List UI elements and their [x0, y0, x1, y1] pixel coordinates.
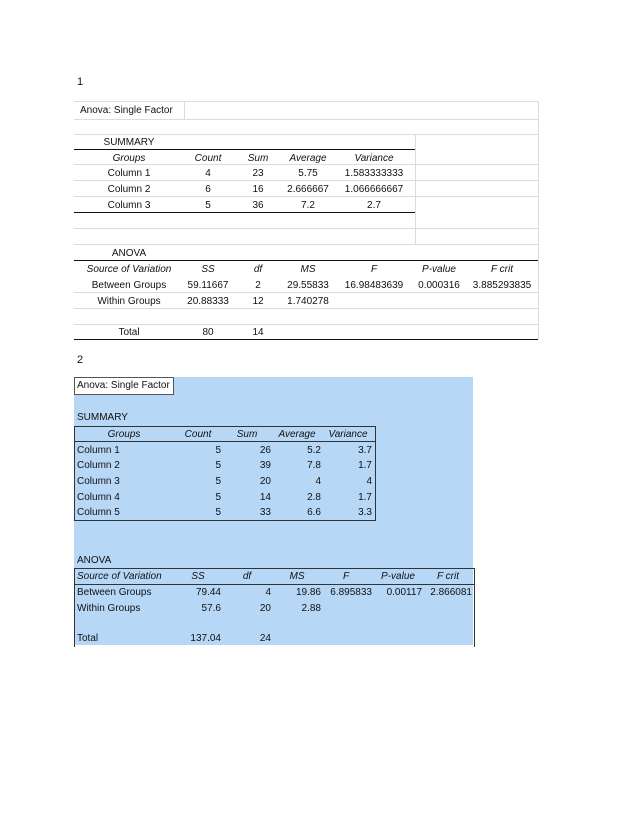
table-cell: 24 — [259, 633, 271, 644]
table-cell: 5 — [215, 476, 221, 487]
table-cell: Column 3 — [107, 200, 151, 211]
table-cell: 57.6 — [201, 603, 221, 614]
table-cell: 5 — [205, 200, 211, 211]
table-cell: 12 — [252, 296, 264, 307]
summary-header-groups: Groups — [107, 429, 141, 440]
table-cell: 1.066666667 — [344, 184, 404, 195]
table-cell: Between Groups — [91, 280, 167, 291]
table-cell: 6.895833 — [330, 587, 372, 598]
gridline — [74, 180, 538, 181]
anova-header-source: Source of Variation — [77, 571, 162, 582]
gridline — [74, 196, 538, 197]
summary-header-count: Count — [184, 429, 212, 440]
table-cell: 2.666667 — [287, 184, 329, 195]
anova-header-p-value: P-value — [381, 571, 415, 582]
table-cell: 26 — [259, 445, 271, 456]
anova-header-ms: MS — [300, 264, 316, 275]
table-cell: 6 — [205, 184, 211, 195]
summary-header-variance: Variance — [328, 429, 368, 440]
gridline — [74, 119, 538, 120]
summary-header-border — [74, 441, 375, 442]
summary-top-border — [74, 149, 415, 150]
gridline — [74, 134, 538, 135]
table-cell: 2.866081 — [430, 587, 472, 598]
table-cell: 16.98483639 — [344, 280, 404, 291]
table-cell: Column 4 — [77, 492, 120, 503]
table-cell: 33 — [259, 507, 271, 518]
anova-label: ANOVA — [77, 555, 112, 566]
table-cell: 1.7 — [358, 492, 372, 503]
section-number: 1 — [77, 76, 84, 88]
anova-header-df: df — [242, 571, 252, 582]
gridline — [74, 101, 538, 102]
summary-header-count: Count — [194, 153, 222, 164]
table-cell: 1.7 — [358, 460, 372, 471]
table-cell: 20 — [259, 603, 271, 614]
table-cell: 2 — [255, 280, 261, 291]
table-cell: 5.2 — [307, 445, 321, 456]
anova-header-p-value: P-value — [422, 264, 456, 275]
table-cell: 36 — [252, 200, 264, 211]
total-label: Total — [77, 633, 99, 644]
table-cell: Within Groups — [97, 296, 161, 307]
table-cell: 14 — [252, 327, 264, 338]
anova-label: ANOVA — [111, 248, 147, 259]
summary-header-groups: Groups — [112, 153, 146, 164]
table-title: Anova: Single Factor — [77, 380, 170, 391]
table-cell: 0.000316 — [418, 280, 460, 291]
table-cell: 1.740278 — [287, 296, 329, 307]
anova-bottom-border — [74, 339, 538, 340]
gridline — [184, 101, 185, 119]
table-cell: Column 1 — [77, 445, 120, 456]
summary-label: SUMMARY — [77, 412, 128, 423]
table-cell: 5 — [215, 445, 221, 456]
table-cell: 2.88 — [301, 603, 321, 614]
gridline — [415, 134, 416, 244]
table-cell: 4 — [205, 168, 211, 179]
anova-header-ms: MS — [289, 571, 305, 582]
table-cell: 5 — [215, 507, 221, 518]
gridline — [74, 292, 538, 293]
table-cell: 4 — [366, 476, 372, 487]
table-cell: 3.7 — [358, 445, 372, 456]
table-cell: 3.3 — [358, 507, 372, 518]
anova-header-f-crit: F crit — [436, 571, 460, 582]
table-cell: Between Groups — [77, 587, 152, 598]
anova-header-ss: SS — [191, 571, 205, 582]
gridline — [74, 308, 538, 309]
table-cell: 20.88333 — [187, 296, 229, 307]
table-cell: 7.8 — [307, 460, 321, 471]
table-cell: 39 — [259, 460, 271, 471]
table-cell: 4 — [265, 587, 271, 598]
anova-header-source: Source of Variation — [86, 264, 172, 275]
table-cell: 1.583333333 — [344, 168, 404, 179]
table-cell: 2.7 — [367, 200, 381, 211]
summary-header-average: Average — [289, 153, 327, 164]
summary-header-sum: Sum — [247, 153, 269, 164]
table-cell: Column 5 — [77, 507, 120, 518]
summary-bottom-border — [74, 212, 415, 213]
total-label: Total — [118, 327, 140, 338]
table-cell: Within Groups — [77, 603, 141, 614]
table-cell: 16 — [252, 184, 264, 195]
table-cell: Column 2 — [77, 460, 120, 471]
table-cell: 4 — [315, 476, 321, 487]
summary-header-sum: Sum — [236, 429, 258, 440]
summary-header-average: Average — [278, 429, 316, 440]
table-cell: 6.6 — [307, 507, 321, 518]
summary-header-variance: Variance — [354, 153, 394, 164]
table-cell: 5 — [215, 460, 221, 471]
anova-header-border — [74, 584, 474, 585]
table-title: Anova: Single Factor — [80, 105, 173, 116]
table-cell: 29.55833 — [287, 280, 329, 291]
gridline — [74, 324, 538, 325]
table-cell: 14 — [259, 492, 271, 503]
table-cell: 80 — [202, 327, 214, 338]
table-cell: 5 — [215, 492, 221, 503]
table-cell: Column 1 — [107, 168, 151, 179]
table-cell: Column 2 — [107, 184, 151, 195]
anova-header-f: F — [370, 264, 378, 275]
table-cell: 3.885293835 — [472, 280, 532, 291]
gridline — [538, 101, 539, 340]
table-cell: Column 3 — [77, 476, 120, 487]
table-cell: 20 — [259, 476, 271, 487]
table-cell: 23 — [252, 168, 264, 179]
section-number: 2 — [77, 354, 84, 366]
table-cell: 79.44 — [195, 587, 221, 598]
table-cell: 0.00117 — [386, 587, 422, 598]
anova-header-df: df — [253, 264, 263, 275]
table-cell: 137.04 — [190, 633, 221, 644]
gridline — [74, 228, 538, 229]
anova-top-border — [74, 260, 538, 261]
summary-label: SUMMARY — [103, 137, 155, 148]
table-cell: 7.2 — [301, 200, 315, 211]
anova-header-ss: SS — [201, 264, 215, 275]
anova-header-f-crit: F crit — [490, 264, 514, 275]
table-cell: 5.75 — [298, 168, 318, 179]
gridline — [74, 244, 538, 245]
table-cell: 59.11667 — [187, 280, 229, 291]
anova-header-f: F — [342, 571, 350, 582]
table-cell: 2.8 — [307, 492, 321, 503]
table-cell: 19.86 — [295, 587, 321, 598]
